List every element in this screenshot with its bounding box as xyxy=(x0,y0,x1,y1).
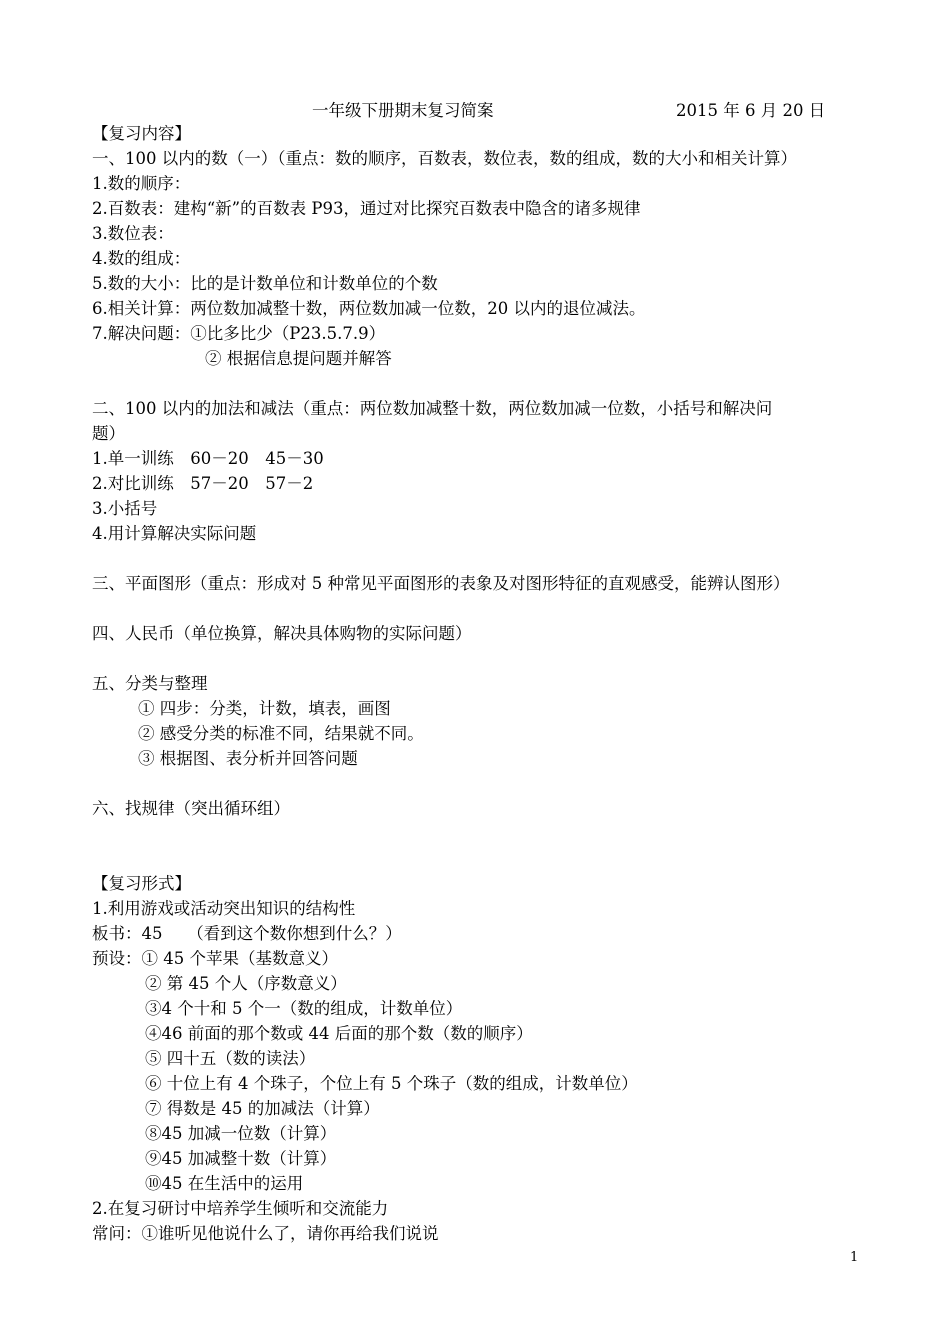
list-item: 3.小括号 xyxy=(92,499,158,518)
list-item: 2.在复习研讨中培养学生倾听和交流能力 xyxy=(92,1199,389,1218)
list-subitem: ⑤ 四十五（数的读法） xyxy=(145,1049,316,1068)
list-item: 1.利用游戏或活动突出知识的结构性 xyxy=(92,899,356,918)
document-title: 一年级下册期末复习简案 xyxy=(312,101,494,120)
list-subitem: ② 第 45 个人（序数意义） xyxy=(145,974,347,993)
list-subitem: ② 根据信息提问题并解答 xyxy=(205,349,392,368)
list-subitem: ⑧45 加减一位数（计算） xyxy=(145,1124,337,1143)
list-item: 常问：①谁听见他说什么了，请你再给我们说说 xyxy=(92,1224,439,1243)
section-heading-review-form: 【复习形式】 xyxy=(92,874,191,893)
topic-heading-continuation: 题） xyxy=(92,424,125,443)
list-item: 板书：45 （看到这个数你想到什么？） xyxy=(92,924,402,943)
list-item: 2.百数表：建构“新”的百数表 P93，通过对比探究百数表中隐含的诸多规律 xyxy=(92,199,641,218)
list-item: 1.数的顺序： xyxy=(92,174,191,193)
section-heading-review-content: 【复习内容】 xyxy=(92,124,191,143)
list-subitem: ⑦ 得数是 45 的加减法（计算） xyxy=(145,1099,380,1118)
list-subitem: ③ 根据图、表分析并回答问题 xyxy=(138,749,358,768)
topic-heading-addition-subtraction: 二、100 以内的加法和减法（重点：两位数加减整十数，两位数加减一位数，小括号和解决问 xyxy=(92,399,773,418)
list-subitem: ⑩45 在生活中的运用 xyxy=(145,1174,304,1193)
list-item: 预设：① 45 个苹果（基数意义） xyxy=(92,949,338,968)
list-subitem: ④46 前面的那个数或 44 后面的那个数（数的顺序） xyxy=(145,1024,533,1043)
topic-heading-classification: 五、分类与整理 xyxy=(92,674,208,693)
list-subitem: ③4 个十和 5 个一（数的组成，计数单位） xyxy=(145,999,463,1018)
page-number: 1 xyxy=(850,1250,859,1265)
list-subitem: ⑥ 十位上有 4 个珠子，个位上有 5 个珠子（数的组成，计数单位） xyxy=(145,1074,638,1093)
list-item: 2.对比训练 57－20 57－2 xyxy=(92,474,314,493)
topic-heading-rmb: 四、人民币（单位换算，解决具体购物的实际问题） xyxy=(92,624,472,643)
list-item: 1.单一训练 60－20 45－30 xyxy=(92,449,324,468)
list-subitem: ① 四步：分类，计数，填表，画图 xyxy=(138,699,391,718)
topic-heading-patterns: 六、找规律（突出循环组） xyxy=(92,799,290,818)
list-item: 3.数位表： xyxy=(92,224,174,243)
list-item: 7.解决问题：①比多比少（P23.5.7.9） xyxy=(92,324,386,343)
list-item: 4.数的组成： xyxy=(92,249,191,268)
topic-heading-numbers: 一、100 以内的数（一）（重点：数的顺序，百数表，数位表，数的组成，数的大小和相关计算） xyxy=(92,149,797,168)
list-item: 5.数的大小：比的是计数单位和计数单位的个数 xyxy=(92,274,438,293)
list-item: 6.相关计算：两位数加减整十数，两位数加减一位数，20 以内的退位减法。 xyxy=(92,299,646,318)
list-item: 4.用计算解决实际问题 xyxy=(92,524,257,543)
list-subitem: ② 感受分类的标准不同，结果就不同。 xyxy=(138,724,424,743)
document-date: 2015 年 6 月 20 日 xyxy=(676,101,826,120)
list-subitem: ⑨45 加减整十数（计算） xyxy=(145,1149,337,1168)
topic-heading-plane-shapes: 三、平面图形（重点：形成对 5 种常见平面图形的表象及对图形特征的直观感受，能辨认图形） xyxy=(92,574,790,593)
